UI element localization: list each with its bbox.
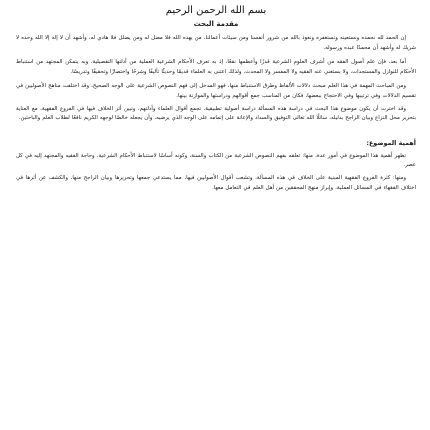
paragraph-3: ومن المباحث المهمة في هذا العلم مبحث دلالات الألفاظ وطرق الاستنباط منها، فهو المدخل إلى فهم النصوص الشرعية على الوجه الصحيح، وقد اختلفت مناهج الأصوليين في تقسيم الدلالات وفي ترتيبها وفي الاحتجاج ببعضها، فكان من المناسب جمع أقوالهم ودراستها والموازنة بينها. [16,83,416,99]
paragraph-1: إن الحمد لله نحمده ونستعينه ونستغفره ونعوذ بالله من شرور أنفسنا ومن سيئات أعمالنا، من يهده الله فلا مضل له ومن يضلل فلا هادي له، وأشهد أن لا إله إلا الله وحده لا شريك له وأشهد أن محمدًا عبده ورسوله. [16,35,416,51]
section-paragraph-2: ومنها: كثرة الفروع الفقهية المبنية على الخلاف في هذه المسألة، وتشعب أقوال الأصوليين فيها، مما يستدعي جمعها وتحريرها وبيان الراجح منها، والكشف عن أثرها في اختلاف الفقهاء في المسائل العملية، وإبراز منهج المحققين من أهل العلم في التعامل معها. [16,174,416,191]
paragraph-2: أما بعد، فإن علم أصول الفقه من أشرف العلوم الشرعية قدرًا وأعظمها نفعًا، إذ به تعرف الأحكام الشرعية العملية من أدلتها التفصيلية، وبه يتمكن المجتهد من استنباط الأحكام للنوازل والمستجدات، ولا يستغني عنه الفقيه ولا المفسر ولا المحدث، ولذلك اعتنى به العلماء قديمًا وحديثًا تأليفًا وشرحًا واختصارًا وتحقيقًا وتدريسًا. [16,59,416,75]
section-heading: أهمية الموضوع: [366,138,416,147]
paragraph-4: وقد اخترت أن يكون موضوع هذا البحث في دراسة هذه المسألة دراسة أصولية تطبيقية، تجمع أقوال العلماء وأدلتهم، وتبين أثر الخلاف فيها في الفروع الفقهية، مع العناية بتحرير محل النزاع وبيان الراجح بدليله، سائلًا الله تعالى التوفيق والسداد والإعانة على إتمامه على الوجه الذي يرضيه، وأن يجعله خالصًا لوجهه الكريم نافعًا لطلاب العلم والباحثين. [16,105,416,122]
basmala: بسم الله الرحمن الرحيم [165,5,267,16]
section-paragraph-1: تظهر أهمية هذا الموضوع في أمور عدة، منها: تعلقه بفهم النصوص الشرعية من الكتاب والسنة، وكونه أساسًا لاستنباط الأحكام الشرعية، وحاجة الفقيه والمجتهد إليه في كل عصر. [16,152,416,169]
page-title: مقدمة البحث [193,20,239,28]
